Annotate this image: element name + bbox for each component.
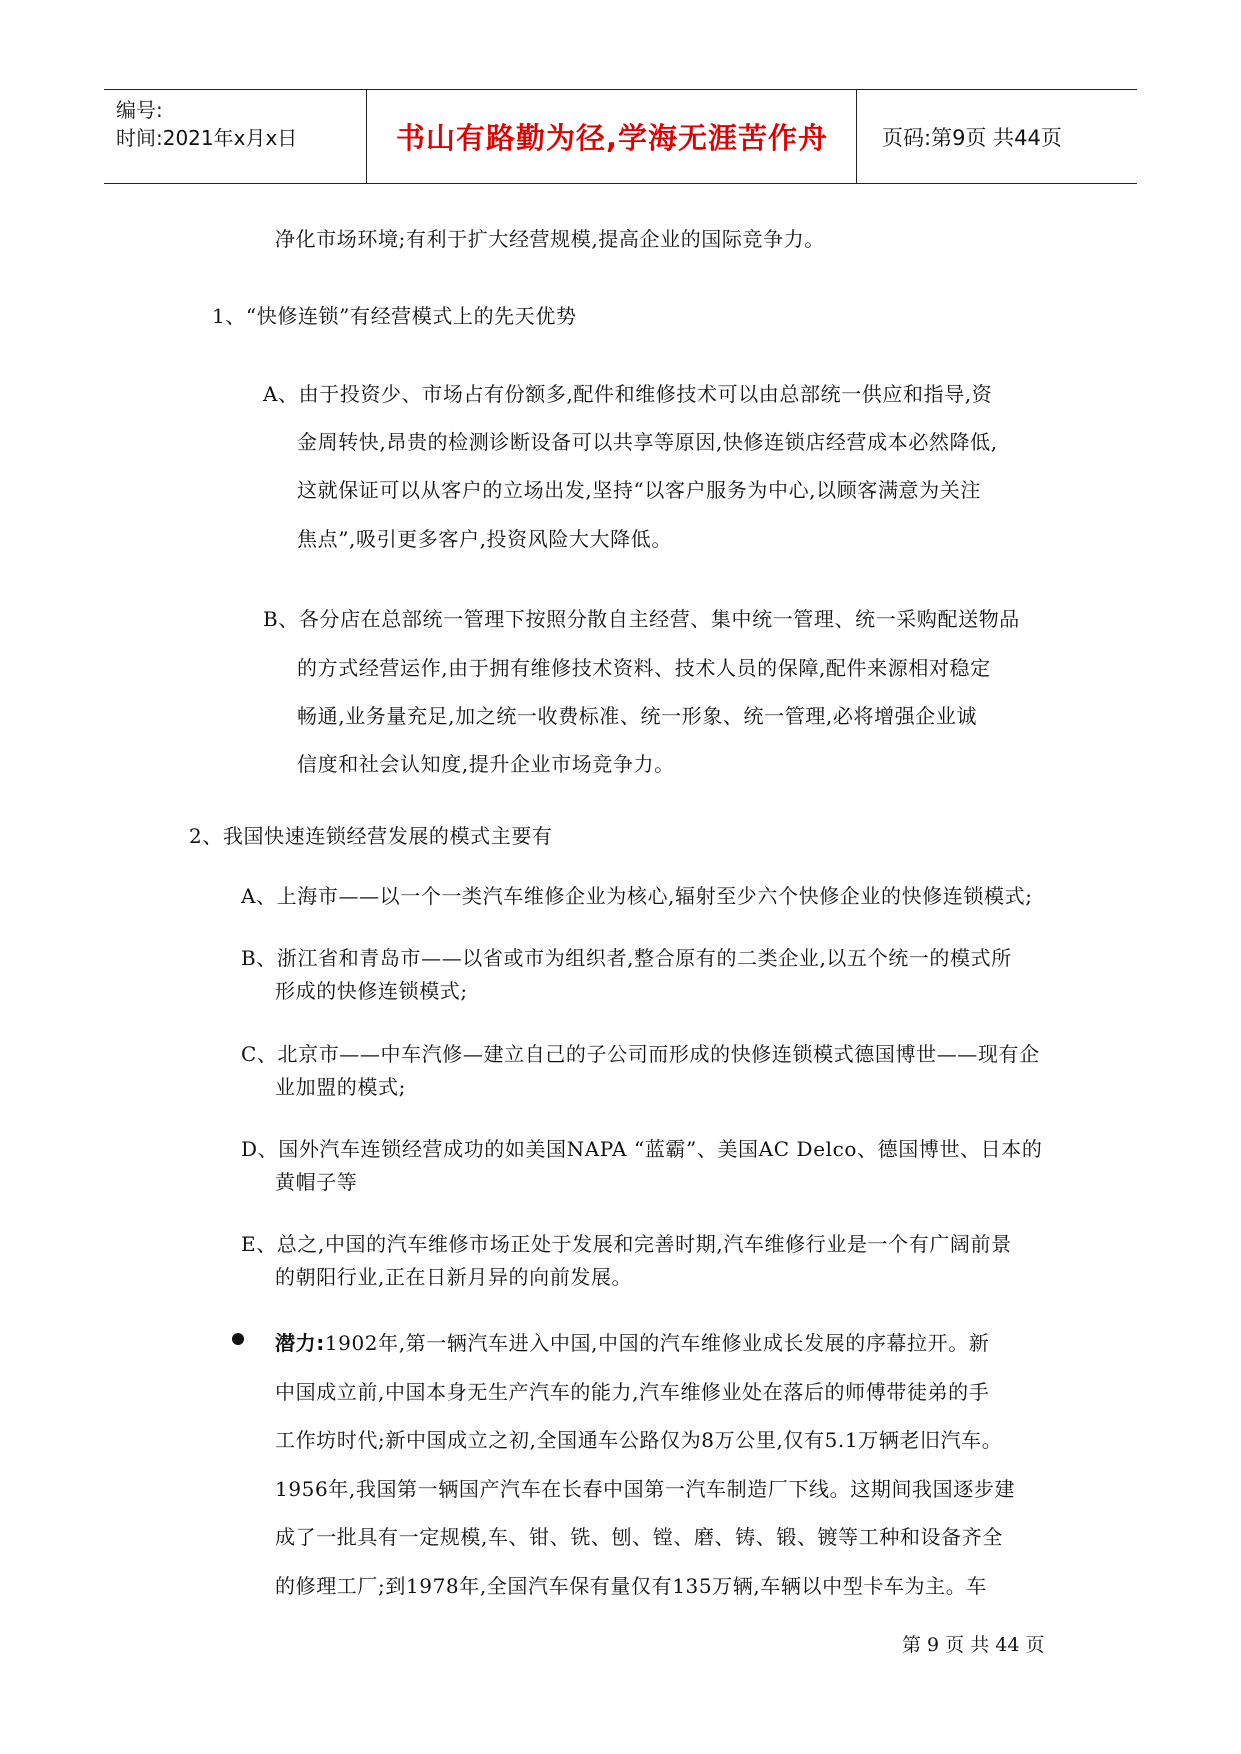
text-line: 的方式经营运作,由于拥有维修技术资料、技术人员的保障,配件来源相对稳定 [297,656,991,680]
document-time-label: 时间:2021年x月x日 [116,126,298,150]
text-line: B、浙江省和青岛市——以省或市为组织者,整合原有的二类企业,以五个统一的模式所 [241,946,1012,970]
text-line-content: 1902年,第一辆汽车进入中国,中国的汽车维修业成长发展的序幕拉开。新 [324,1331,990,1355]
text-line [275,1327,989,1356]
text-line: 中国成立前,中国本身无生产汽车的能力,汽车维修业处在落后的师傅带徒弟的手 [275,1380,990,1404]
header-meta [116,96,366,152]
text-line: 工作坊时代;新中国成立之初,全国通车公路仅为8万公里,仅有5.1万辆老旧汽车。 [275,1428,1003,1452]
text-line: 1956年,我国第一辆国产汽车在长春中国第一汽车制造厂下线。这期间我国逐步建 [275,1477,1016,1501]
page-header [104,89,1137,184]
potential-label: 潜力: [275,1331,325,1355]
text-line: C、北京市——中车汽修—建立自己的子公司而形成的快修连锁模式德国博世——现有企 [241,1042,1040,1066]
text-line: 业加盟的模式; [275,1075,406,1099]
text-line: B、各分店在总部统一管理下按照分散自主经营、集中统一管理、统一采购配送物品 [263,607,1020,631]
text-line: A、由于投资少、市场占有份额多,配件和维修技术可以由总部统一供应和指导,资 [263,382,993,406]
text-line: A、上海市——以一个一类汽车维修企业为核心,辐射至少六个快修企业的快修连锁模式; [241,884,1033,908]
page-footer: 第 9 页 共 44 页 [902,1634,1045,1656]
text-line: 畅通,业务量充足,加之统一收费标准、统一形象、统一管理,必将增强企业诚 [297,704,978,728]
section-heading: 1、“快修连锁”有经营模式上的先天优势 [212,304,577,328]
header-motto: 书山有路勤为径,学海无涯苦作舟 [395,121,829,155]
text-line: E、总之,中国的汽车维修市场正处于发展和完善时期,汽车维修行业是一个有广阔前景 [241,1232,1012,1256]
text-line: 黄帽子等 [275,1170,358,1194]
document-number-label: 编号: [116,98,163,122]
text-line: 的朝阳行业,正在日新月异的向前发展。 [275,1265,633,1289]
header-page-info: 页码:第9页 共44页 [882,125,1062,150]
text-line: 焦点”,吸引更多客户,投资风险大大降低。 [297,527,672,551]
text-line: 信度和社会认知度,提升企业市场竞争力。 [297,752,675,776]
text-line: 的修理工厂;到1978年,全国汽车保有量仅有135万辆,车辆以中型卡车为主。车 [275,1574,987,1598]
header-divider [856,90,857,183]
text-line: D、国外汽车连锁经营成功的如美国NAPA “蓝霸”、美国AC Delco、德国博世、日本的 [241,1137,1043,1161]
bullet-icon [232,1333,244,1345]
text-line: 净化市场环境;有利于扩大经营规模,提高企业的国际竞争力。 [275,227,825,251]
text-line: 这就保证可以从客户的立场出发,坚持“以客户服务为中心,以顾客满意为关注 [297,478,981,502]
text-line: 金周转快,昂贵的检测诊断设备可以共享等原因,快修连锁店经营成本必然降低, [297,430,998,454]
section-heading: 2、我国快速连锁经营发展的模式主要有 [189,824,553,848]
text-line: 成了一批具有一定规模,车、钳、铣、刨、镗、磨、铸、锻、镀等工种和设备齐全 [275,1525,1003,1549]
text-line: 形成的快修连锁模式; [275,979,468,1003]
